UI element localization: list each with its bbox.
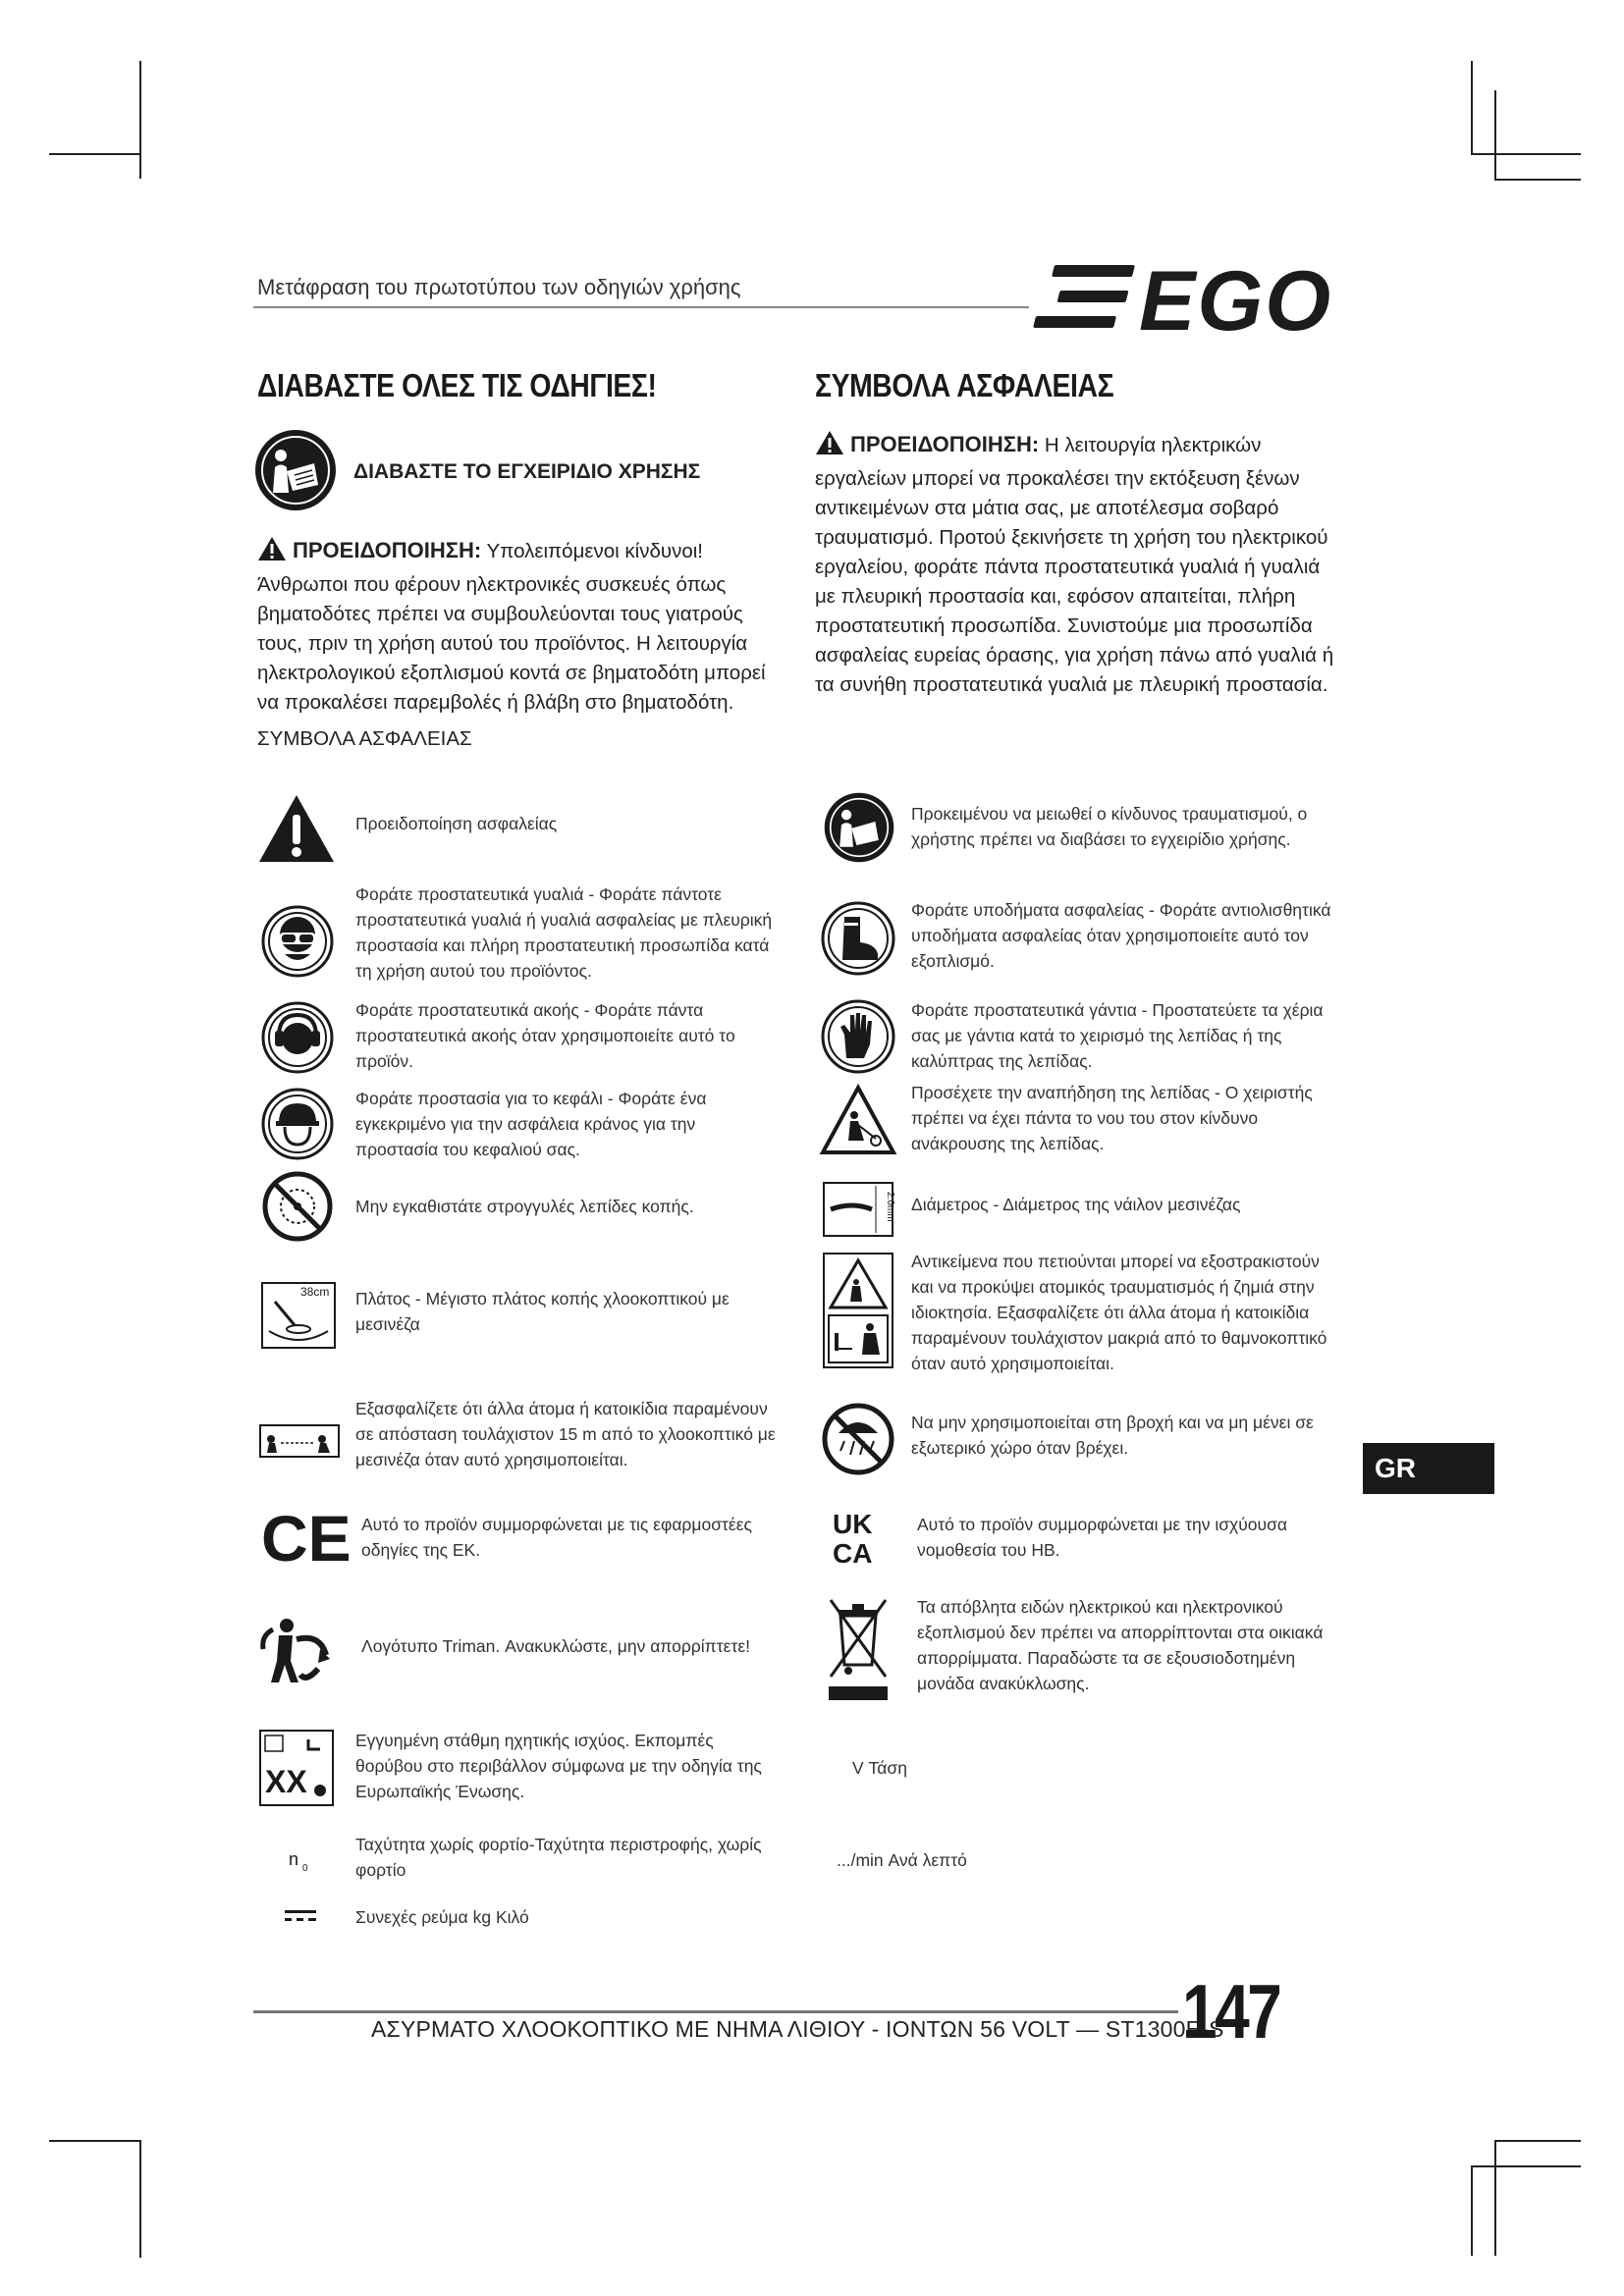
- crop-mark: [139, 61, 141, 179]
- right-heading: ΣΥΜΒΟΛΑ ΑΣΦΑΛΕΙΑΣ: [815, 367, 1114, 403]
- footer-rule: [253, 2010, 1178, 2013]
- svg-text:XX: XX: [265, 1764, 307, 1799]
- symbol-text: V Τάση: [852, 1758, 907, 1778]
- page-number: 147: [1182, 1968, 1280, 2055]
- svg-text:n: n: [289, 1849, 299, 1869]
- crop-mark: [1471, 153, 1581, 155]
- symbol-text: Αντικείμενα που πετιούνται μπορεί να εξοστρακιστούν και να προκύψει ατομικός τραυματισμός ή ζημιά στην ιδιοκτησία. Εξασφαλίζετε ότι άλλα άτομα ή κατοικίδια παραμένουν τουλάχιστον μακριά από το θαμνοκοπτικό όταν αυτό χρησιμοποιείται.: [911, 1252, 1327, 1373]
- symbol-text: Φοράτε υποδήματα ασφαλείας - Φοράτε αντιολισθητικά υποδήματα ασφαλείας όταν χρησιμοποιείτε αυτό τον εξοπλισμό.: [911, 900, 1331, 971]
- symbol-text: Μην εγκαθιστάτε στρογγυλές λεπίδες κοπής.: [355, 1197, 694, 1216]
- sound-power-icon: [259, 1730, 334, 1811]
- no-rain-icon: [821, 1402, 895, 1481]
- symbol-text: Φοράτε προστατευτικά γυαλιά - Φοράτε πάντοτε προστατευτικά γυαλιά ή γυαλιά ασφαλείας με πλευρική προστασία και πλήρη προστατευτική προσωπίδα κατά τη χρήση αυτού του προϊόντος.: [355, 884, 773, 981]
- footer-title: ΑΣΥΡΜΑΤΟ ΧΛΟΟΚΟΠΤΙΚΟ ΜΕ ΝΗΜΑ ΛΙΘΙΟΥ - ΙΟΝΤΩΝ 56 VOLT — ST1300E-S: [371, 2016, 1224, 2042]
- logo-text: EGO: [1139, 254, 1333, 348]
- ce-mark-icon: [261, 1502, 352, 1575]
- document-subtitle: Μετάφραση του πρωτοτύπου των οδηγιών χρήσης: [257, 275, 741, 299]
- crop-mark: [1471, 2165, 1581, 2167]
- ukca-mark-icon: [833, 1508, 884, 1572]
- symbol-text: Προσέχετε την αναπήδηση της λεπίδας - Ο χειριστής πρέπει να έχει πάντα το νου του στον κίνδυνο ανάκρουσης της λεπίδας.: [911, 1083, 1313, 1153]
- read-manual-label: ΔΙΑΒΑΣΤΕ ΤΟ ΕΓΧΕΙΡΙΔΙΟ ΧΡΗΣΗΣ: [353, 460, 701, 483]
- svg-text:CA: CA: [833, 1538, 873, 1569]
- symbol-text: Λογότυπο Triman. Ανακυκλώστε, μην απορρίπτετε!: [361, 1636, 751, 1656]
- weee-icon: [827, 1594, 890, 1707]
- head-protection-icon: [261, 1088, 334, 1165]
- svg-text:UK: UK: [833, 1509, 873, 1539]
- symbol-text: Αυτό το προϊόν συμμορφώνεται με τις εφαρμοστέες οδηγίες της ΕΚ.: [361, 1515, 752, 1560]
- svg-text:0: 0: [302, 1863, 308, 1874]
- thrown-objects-icon: [823, 1253, 893, 1373]
- right-warning-paragraph: [815, 430, 1343, 700]
- hearing-protection-icon: [261, 1001, 334, 1079]
- read-manual-icon: [253, 428, 338, 517]
- line-diameter-icon: [823, 1182, 893, 1242]
- warning-label: ΠΡΟΕΙΔΟΠΟΙΗΣΗ:: [293, 538, 482, 562]
- symbol-text: Φοράτε προστατευτικά ακοής - Φοράτε πάντα προστατευτικά ακοής όταν χρησιμοποιείτε αυτό το προϊόν.: [355, 1000, 735, 1071]
- bystander-distance-icon: [259, 1421, 340, 1466]
- no-circular-blade-icon: [261, 1170, 334, 1248]
- crop-mark: [139, 2140, 141, 2258]
- crop-mark: [1494, 179, 1581, 181]
- symbol-text: Διάμετρος - Διάμετρος της νάιλον μεσινέζας: [911, 1195, 1241, 1214]
- header-rule: [253, 306, 1029, 308]
- symbol-text: Προειδοποίηση ασφαλείας: [355, 814, 558, 833]
- crop-mark: [49, 2140, 141, 2142]
- cutting-width-icon: [261, 1282, 336, 1354]
- symbol-text: .../min Ανά λεπτό: [837, 1850, 967, 1870]
- warning-triangle-icon: [257, 536, 287, 570]
- direct-current-icon: [283, 1908, 318, 1929]
- warning-label: ΠΡΟΕΙΔΟΠΟΙΗΣΗ:: [850, 432, 1040, 456]
- crop-mark: [1494, 2140, 1581, 2142]
- symbol-text: Φοράτε προστασία για το κεφάλι - Φοράτε ένα εγκεκριμένο για την ασφάλεια κράνος για την προστασία του κεφαλιού σας.: [355, 1089, 707, 1159]
- symbol-text: Φοράτε προστατευτικά γάντια - Προστατεύετε τα χέρια σας με γάντια κατά το χειρισμό της λεπίδας ή της καλύπτρας της λεπίδας.: [911, 1000, 1324, 1071]
- left-heading: ΔΙΑΒΑΣΤΕ ΟΛΕΣ ΤΙΣ ΟΔΗΓΙΕΣ!: [257, 367, 657, 403]
- warning-text: Η λειτουργία ηλεκτρικών εργαλείων μπορεί να προκαλέσει την εκτόξευση ξένων αντικειμένων στα μάτια σας, με αποτέλεσμα σοβαρό τραυματισμό. Προτού ξεκινήσετε τη χρήση του ηλεκτρικού εργαλείου, φοράτε πάντα προστατευτικά γυαλιά ή γυαλιά με πλευρική προστασία και, εφόσον απαιτείται, πλήρη προστατευτική προσωπίδα. Συνιστούμε μια προσωπίδα ασφαλείας ευρείας όρασης, για χρήση πάνω από γυαλιά ή τα συνήθη προστατευτικά γυαλιά με πλευρική προστασία.: [815, 434, 1334, 696]
- symbol-text: Πλάτος - Μέγιστο πλάτος κοπής χλοοκοπτικού με μεσινέζα: [355, 1289, 730, 1334]
- eye-protection-icon: [261, 905, 334, 983]
- symbol-text: Τα απόβλητα ειδών ηλεκτρικού και ηλεκτρονικού εξοπλισμού δεν πρέπει να απορρίπτονται στα οικιακά απορρίμματα. Παραδώστε τα σε εξουσιοδοτημένη μονάδα ανακύκλωσης.: [917, 1597, 1324, 1693]
- symbol-text: Αυτό το προϊόν συμμορφώνεται με την ισχύουσα νομοθεσία του ΗΒ.: [917, 1515, 1287, 1560]
- triman-icon: [257, 1610, 336, 1693]
- symbol-text: Εγγυημένη στάθμη ηχητικής ισχύος. Εκπομπές θορύβου στο περιβάλλον σύμφωνα με την οδηγία της Ευρωπαϊκής Ένωσης.: [355, 1731, 762, 1801]
- symbol-text: Προκειμένου να μειωθεί ο κίνδυνος τραυματισμού, ο χρήστης πρέπει να διαβάσει το εγχειρίδιο χρήσης.: [911, 804, 1308, 849]
- symbol-text: Να μην χρησιμοποιείται στη βροχή και να μη μένει σε εξωτερικό χώρο όταν βρέχει.: [911, 1413, 1314, 1458]
- blade-thrust-icon: [821, 1086, 895, 1159]
- no-load-speed-icon: [287, 1845, 316, 1880]
- warning-text: Υπολειπόμενοι κίνδυνοι! Άνθρωποι που φέρουν ηλεκτρονικές συσκευές όπως βηματοδότες πρέπει να συμβουλεύονται τους γιατρούς τους, πριν τη χρήση αυτού του προϊόντος. Η λειτουργία ηλεκτρολογικού εξοπλισμού κοντά σε βηματοδότη μπορεί να προκαλέσει παρεμβολές ή βλάβη στο βηματοδότη.: [257, 540, 766, 714]
- symbol-text: Εξασφαλίζετε ότι άλλα άτομα ή κατοικίδια παραμένουν σε απόσταση τουλάχιστον 15 m από το χλοοκοπτικό με μεσινέζα όταν αυτό χρησιμοποιείται.: [355, 1399, 776, 1469]
- symbol-text: Συνεχές ρεύμα kg Κιλό: [355, 1907, 529, 1927]
- ego-logo: [1043, 254, 1355, 348]
- safety-alert-icon: [257, 793, 336, 869]
- crop-mark: [49, 153, 141, 155]
- svg-text:2.0mm: 2.0mm: [885, 1192, 895, 1222]
- svg-text:CE: CE: [261, 1502, 352, 1575]
- svg-text:38cm: 38cm: [300, 1285, 330, 1299]
- symbols-caption: ΣΥΜΒΟΛΑ ΑΣΦΑΛΕΙΑΣ: [257, 727, 472, 750]
- safety-footwear-icon: [821, 901, 895, 981]
- read-manual-icon: [823, 791, 895, 869]
- crop-mark: [1494, 2140, 1496, 2256]
- symbol-text: Ταχύτητα χωρίς φορτίο-Ταχύτητα περιστροφής, χωρίς φορτίο: [355, 1835, 762, 1880]
- warning-triangle-icon: [815, 430, 844, 464]
- protective-gloves-icon: [821, 999, 895, 1079]
- left-warning-paragraph: [257, 536, 768, 718]
- crop-mark: [1494, 90, 1496, 181]
- language-tab: GR: [1363, 1443, 1494, 1494]
- crop-mark: [1471, 2165, 1473, 2256]
- crop-mark: [1471, 61, 1473, 155]
